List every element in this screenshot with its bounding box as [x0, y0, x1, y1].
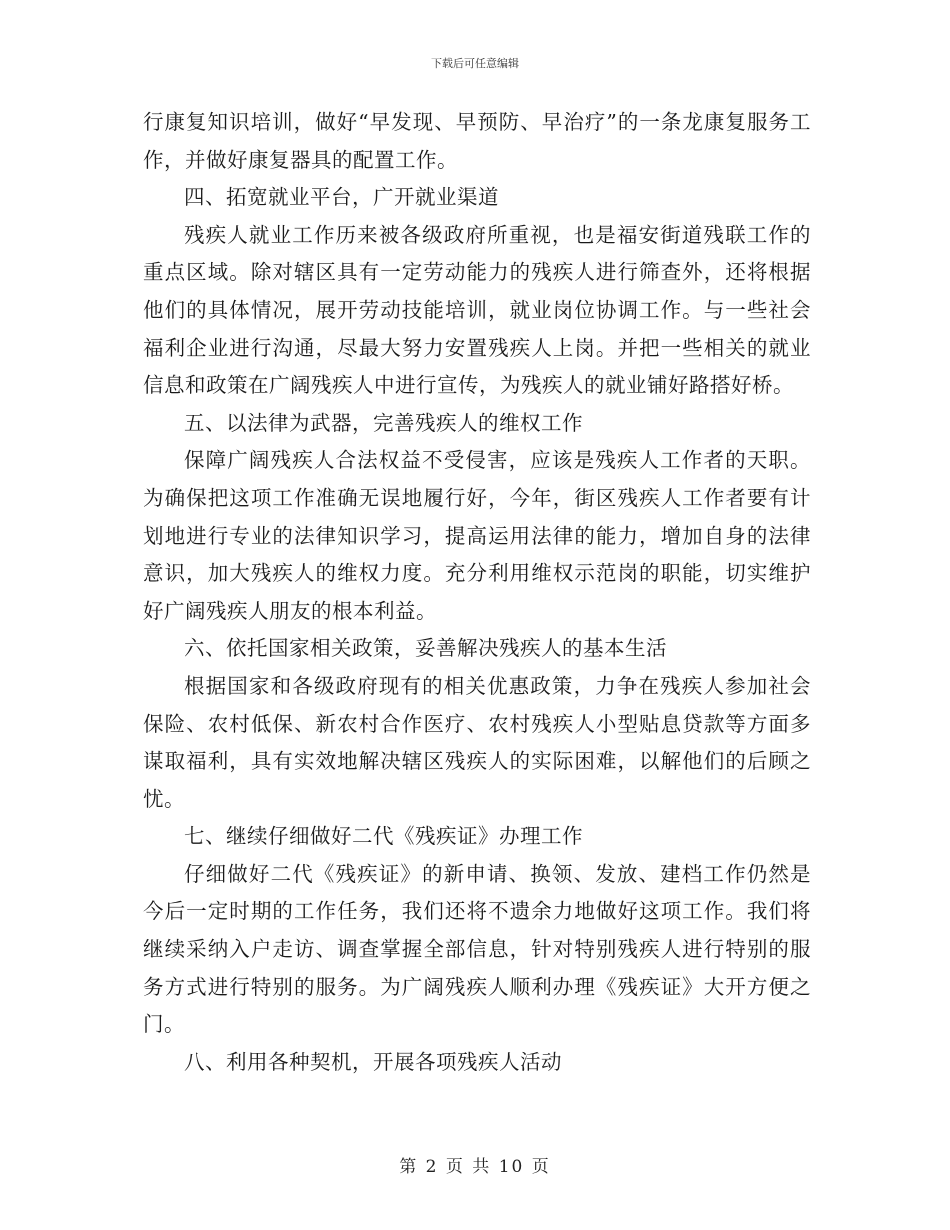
paragraph-employment: 残疾人就业工作历来被各级政府所重视，也是福安街道残联工作的重点区域。除对辖区具有一定劳动能力的残疾人进行筛查外，还将根据他们的具体情况，展开劳动技能培训，就业岗位协调工作。与一些社会福利企业进行沟通，尽最大努力安置残疾人上岗。并把一些相关的就业信息和政策在广阔残疾人中进行宣传，为残疾人的就业铺好路搭好桥。	[143, 222, 811, 398]
page-header: 下载后可任意编辑	[431, 57, 519, 70]
document-body	[143, 104, 811, 1081]
paragraph-basic-living: 根据国家和各级政府现有的相关优惠政策，力争在残疾人参加社会保险、农村低保、新农村合作医疗、农村残疾人小型贴息贷款等方面多谋取福利，具有实效地解决辖区残疾人的实际困难，以解他们的后顾之忧。	[143, 673, 811, 811]
paragraph-continuation: 行康复知识培训，做好“早发现、早预防、早治疗”的一条龙康复服务工作，并做好康复器具的配置工作。	[143, 110, 811, 172]
paragraph-legal-rights: 保障广阔残疾人合法权益不受侵害，应该是残疾人工作者的天职。为确保把这项工作准确无误地履行好，今年，街区残疾人工作者要有计划地进行专业的法律知识学习，提高运用法律的能力，增加自身的法律意识，加大残疾人的维权力度。充分利用维权示范岗的职能，切实维护好广阔残疾人朋友的根本利益。	[143, 448, 811, 623]
section-heading-8: 八、利用各种契机，开展各项残疾人活动	[184, 1049, 562, 1074]
section-heading-6: 六、依托国家相关政策，妥善解决残疾人的基本生活	[184, 636, 667, 661]
paragraph-disability-card: 仔细做好二代《残疾证》的新申请、换领、发放、建档工作仍然是今后一定时期的工作任务，我们还将不遗余力地做好这项工作。我们将继续采纳入户走访、调查掌握全部信息，针对特别残疾人进行特别的服务方式进行特别的服务。为广阔残疾人顺利办理《残疾证》大开方便之门。	[143, 861, 811, 1037]
section-heading-4: 四、拓宽就业平台，广开就业渠道	[184, 185, 499, 210]
section-heading-7: 七、继续仔细做好二代《残疾证》办理工作	[184, 824, 583, 849]
section-heading-5: 五、以法律为武器，完善残疾人的维权工作	[184, 410, 583, 435]
page-number-footer: 第 2 页 共 10 页	[399, 1157, 551, 1177]
